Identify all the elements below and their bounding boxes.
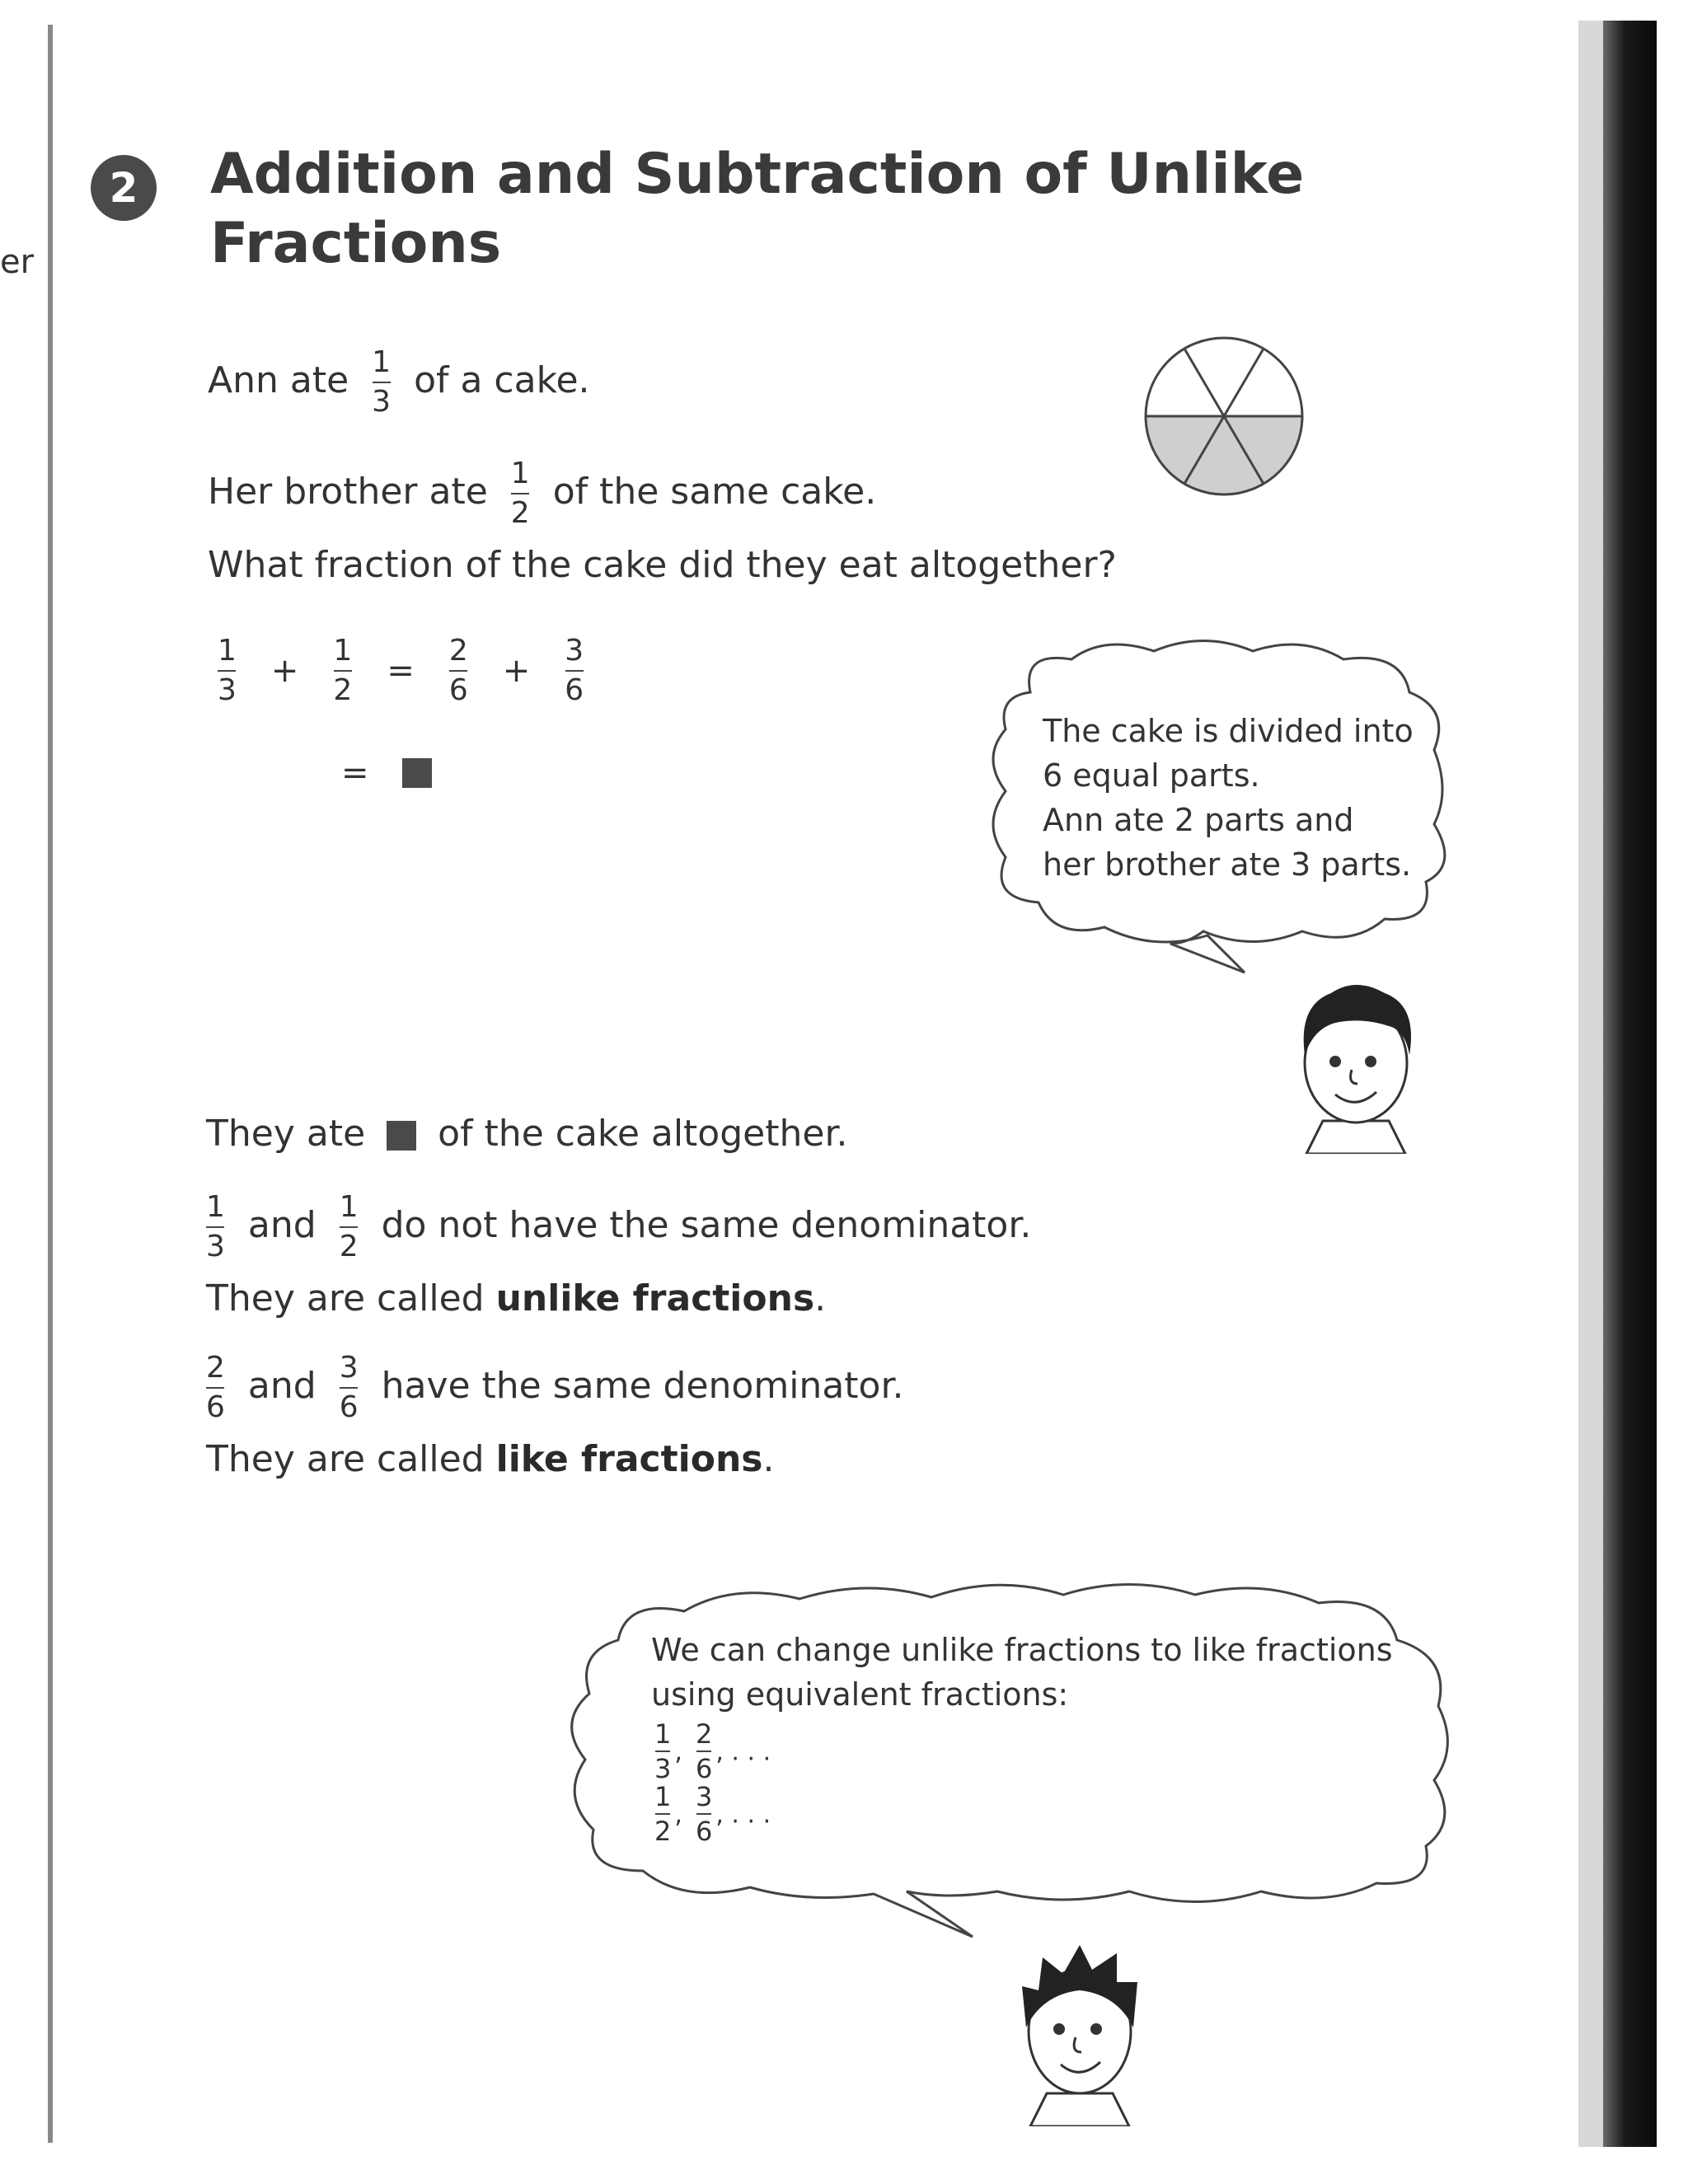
cake-cut-line: [1184, 349, 1224, 416]
answer-line: They ate of the cake altogether.: [206, 1113, 848, 1155]
fraction: $\frac{1}{3}$: [218, 634, 237, 707]
cake-cut-line: [1224, 349, 1264, 416]
bubble-1-text: The cake is divided into 6 equal parts. Ann ate 2 parts and her brother ate 3 parts.: [1043, 713, 1414, 883]
equivalent-fractions-thirds: $\frac{1}{3}$ , $\frac{2}{6}$ , . . .: [654, 1718, 771, 1784]
answer-blank-box: [402, 758, 432, 788]
like-fractions-definition: They are called like fractions.: [206, 1438, 775, 1480]
title-line-1: Addition and Subtraction of Unlike: [210, 142, 1305, 207]
cake-circle-diagram: [1142, 334, 1306, 499]
fraction: $\frac{1}{2}$: [339, 1190, 359, 1263]
spiky-hair-boy-illustration: [1001, 1937, 1158, 2126]
plus-sign: +: [502, 652, 531, 690]
fraction-sum-equation: [206, 635, 595, 707]
problem-question: What fraction of the cake did they eat altogether?: [208, 544, 1117, 586]
like-fractions-line: $\frac{2}{6}$ and $\frac{3}{6}$ have the same denominator.: [206, 1351, 904, 1424]
term-like-fractions: like fractions: [495, 1438, 763, 1480]
fraction: $\frac{1}{2}$: [510, 457, 530, 530]
plus-sign: +: [270, 652, 299, 690]
page-edge-light: [1578, 21, 1603, 2147]
equivalent-fractions-halves: $\frac{1}{2}$ , $\frac{3}{6}$ , . . .: [654, 1781, 771, 1847]
fraction: $\frac{2}{6}$: [448, 634, 468, 707]
fraction: $\frac{1}{3}$: [372, 345, 392, 419]
unlike-fractions-definition: They are called unlike fractions.: [206, 1277, 827, 1319]
fraction: $\frac{3}{6}$: [565, 634, 584, 707]
fraction: $\frac{1}{3}$: [206, 1190, 225, 1263]
problem-line-2: Her brother ate $\frac{1}{2}$ of the same cake.: [208, 457, 877, 530]
page-title: [210, 140, 1304, 279]
cake-shaded-half: [1146, 416, 1302, 494]
fraction: $\frac{1}{2}$: [654, 1781, 672, 1847]
adjacent-page-fragment: er: [0, 243, 35, 281]
binding-shadow: [48, 25, 53, 2143]
problem-line-1: Ann ate $\frac{1}{3}$ of a cake.: [208, 345, 590, 419]
page-edge-dark: [1603, 21, 1657, 2147]
fraction: $\frac{2}{6}$: [206, 1351, 225, 1424]
unlike-fractions-line: $\frac{1}{3}$ and $\frac{1}{2}$ do not have the same denominator.: [206, 1190, 1032, 1263]
equation-result-line: [330, 750, 442, 792]
fraction: $\frac{1}{2}$: [333, 634, 353, 707]
curly-hair-boy-illustration: [1282, 972, 1430, 1154]
fraction: $\frac{2}{6}$: [696, 1718, 713, 1784]
fraction: $\frac{1}{3}$: [654, 1718, 672, 1784]
section-number-badge: 2: [91, 155, 157, 221]
title-line-2: Fractions: [210, 211, 502, 276]
bubble-2-text: We can change unlike fractions to like fractions using equivalent fractions: $\frac{1}{3}$ , $\frac{2}{6}$ , . . . $\frac{1}{2}$ , $\frac{3}{6}$ , . . .: [651, 1632, 1393, 1847]
equals-sign: =: [387, 652, 415, 690]
fraction: $\frac{3}{6}$: [696, 1781, 713, 1847]
fraction: $\frac{3}{6}$: [339, 1351, 359, 1424]
equals-sign: =: [341, 754, 369, 792]
answer-blank-box: [387, 1121, 416, 1151]
term-unlike-fractions: unlike fractions: [495, 1277, 815, 1319]
